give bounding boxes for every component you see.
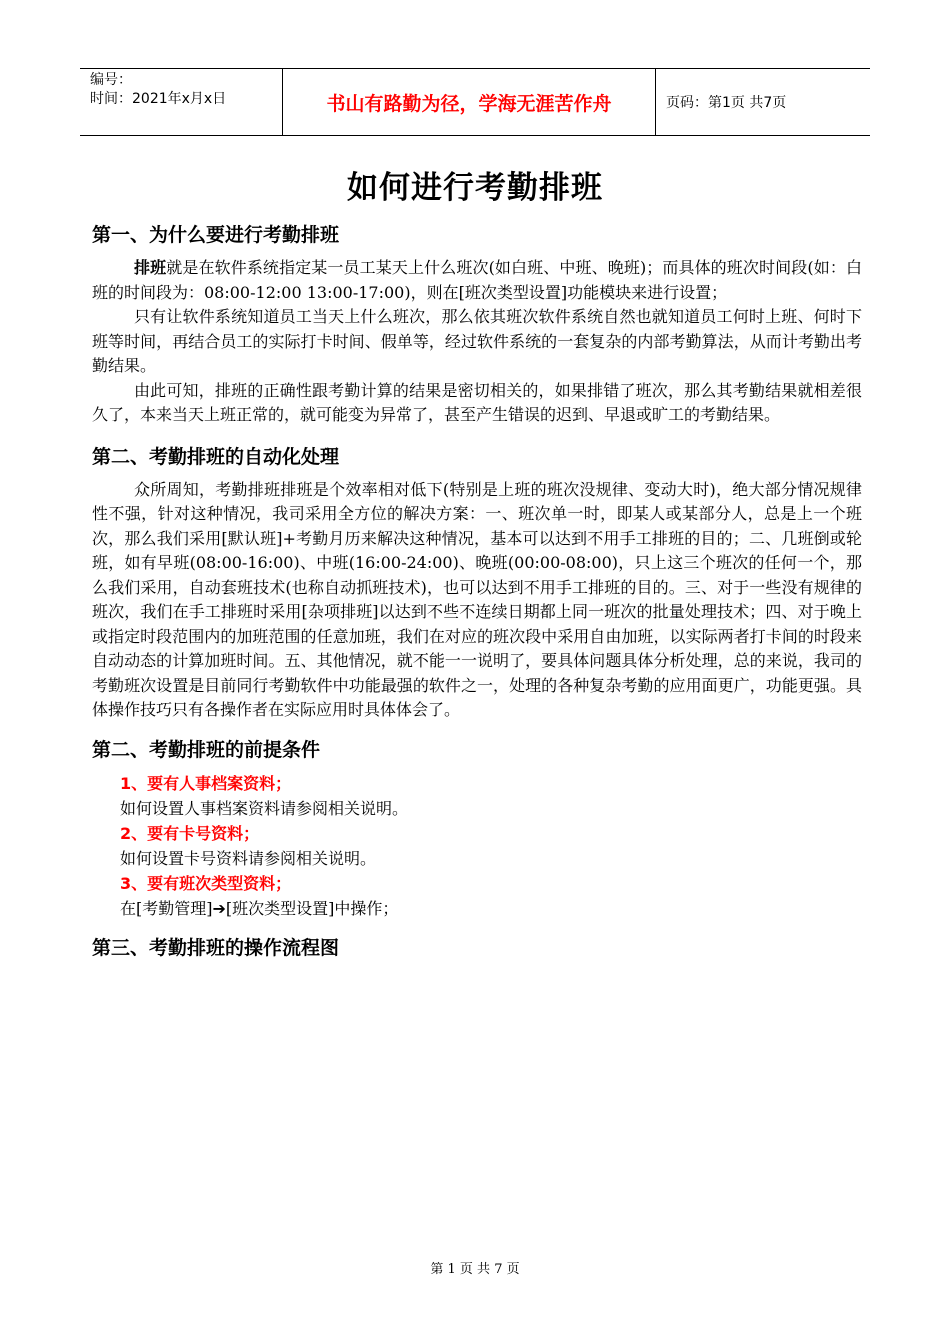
section-automation xyxy=(92,436,862,723)
section-heading: 第三、考勤排班的操作流程图 xyxy=(92,936,340,959)
section-why-schedule xyxy=(92,214,862,428)
prerequisite-text: 如何设置人事档案资料请参阅相关说明。 xyxy=(120,798,409,818)
paragraph: 只有让软件系统知道员工当天上什么班次，那么依其班次软件系统自然也就知道员工何时上班、何时下班等时间，再结合员工的实际打卡时间、假单等，经过软件系统的一套复杂的内部考勤算法，从而计考勤出考勤结果。 xyxy=(92,307,862,375)
prerequisite-item xyxy=(92,821,862,871)
document-body xyxy=(92,214,862,969)
section-heading: 第一、为什么要进行考勤排班 xyxy=(92,224,340,246)
header-meta xyxy=(80,69,282,135)
document-title: 如何进行考勤排班 xyxy=(347,170,603,206)
paragraph: 由此可知，排班的正确性跟考勤计算的结果是密切相关的，如果排错了班次，那么其考勤结果就相差很久了，本来当天上班正常的，就可能变为异常了，甚至产生错误的迟到、早退或旷工的考勤结果。 xyxy=(92,380,862,424)
bold-term: 排班 xyxy=(134,258,167,277)
prerequisite-item xyxy=(92,771,862,821)
paragraph: 众所周知，考勤排班排班是个效率相对低下(特别是上班的班次没规律、变动大时)，绝大部分情况规律性不强，针对这种情况，我司采用全方位的解决方案：一、班次单一时，即某人或某部分人，总是上一个班次，那么我们采用[默认班]+考勤月历来解决这种情况，基本可以达到不用手工排班的目的；二、几班倒或轮班，如有早班(08:00-16:00)、中班(16:00-24:00)、晚班(00:00-08:00)，只上这三个班次的任何一个，那么我们采用，自动套班技术(也称自动抓班技术)，也可以达到不用手工排班的目的。三、对于一些没有规律的班次，我们在手工排班时采用[杂项排班]以达到不些不连续日期都上同一班次的批量处理技术；四、对于晚上或指定时段范围内的加班范围的任意加班，我们在对应的班次段中采用自由加班，以实际两者打卡间的时段来自动动态的计算加班时间。五、其他情况，就不能一一说明了，要具体问题具体分析处理，总的来说，我司的考勤班次设置是目前同行考勤软件中功能最强的软件之一，处理的各种复杂考勤的应用面更广，功能更强。具体操作技巧只有各操作者在实际应用时具体体会了。 xyxy=(92,479,862,719)
prerequisite-text: 在[考勤管理]➔[班次类型设置]中操作； xyxy=(120,898,399,918)
section-heading: 第二、考勤排班的自动化处理 xyxy=(92,445,340,468)
page-footer: 第 1 页 共 7 页 xyxy=(430,1262,520,1277)
header-motto: 书山有路勤为径，学海无涯苦作舟 xyxy=(282,69,656,135)
paragraph-text: 就是在软件系统指定某一员工某天上什么班次(如白班、中班、晚班)；而具体的班次时间段(如：白班的时间段为：08:00-12:00 13:00-17:00)，则在[班次类型设置]功能模块来进行设置； xyxy=(92,258,862,302)
number-label: 编号： xyxy=(90,72,132,88)
document-header xyxy=(80,68,870,136)
prerequisite-title: 2、要有卡号资料； xyxy=(120,823,260,843)
section-flowchart xyxy=(92,927,862,969)
section-heading: 第二、考勤排班的前提条件 xyxy=(92,738,321,761)
paragraph xyxy=(92,256,862,305)
prerequisite-title: 1、要有人事档案资料； xyxy=(120,773,292,793)
prerequisite-text: 如何设置卡号资料请参阅相关说明。 xyxy=(120,848,377,868)
time-label: 时间：2021年x月x日 xyxy=(90,91,227,107)
prerequisite-title: 3、要有班次类型资料； xyxy=(120,873,292,893)
header-page-info: 页码：第1页 共7页 xyxy=(666,95,787,111)
section-prerequisites xyxy=(92,729,862,921)
prerequisite-item xyxy=(92,871,862,921)
